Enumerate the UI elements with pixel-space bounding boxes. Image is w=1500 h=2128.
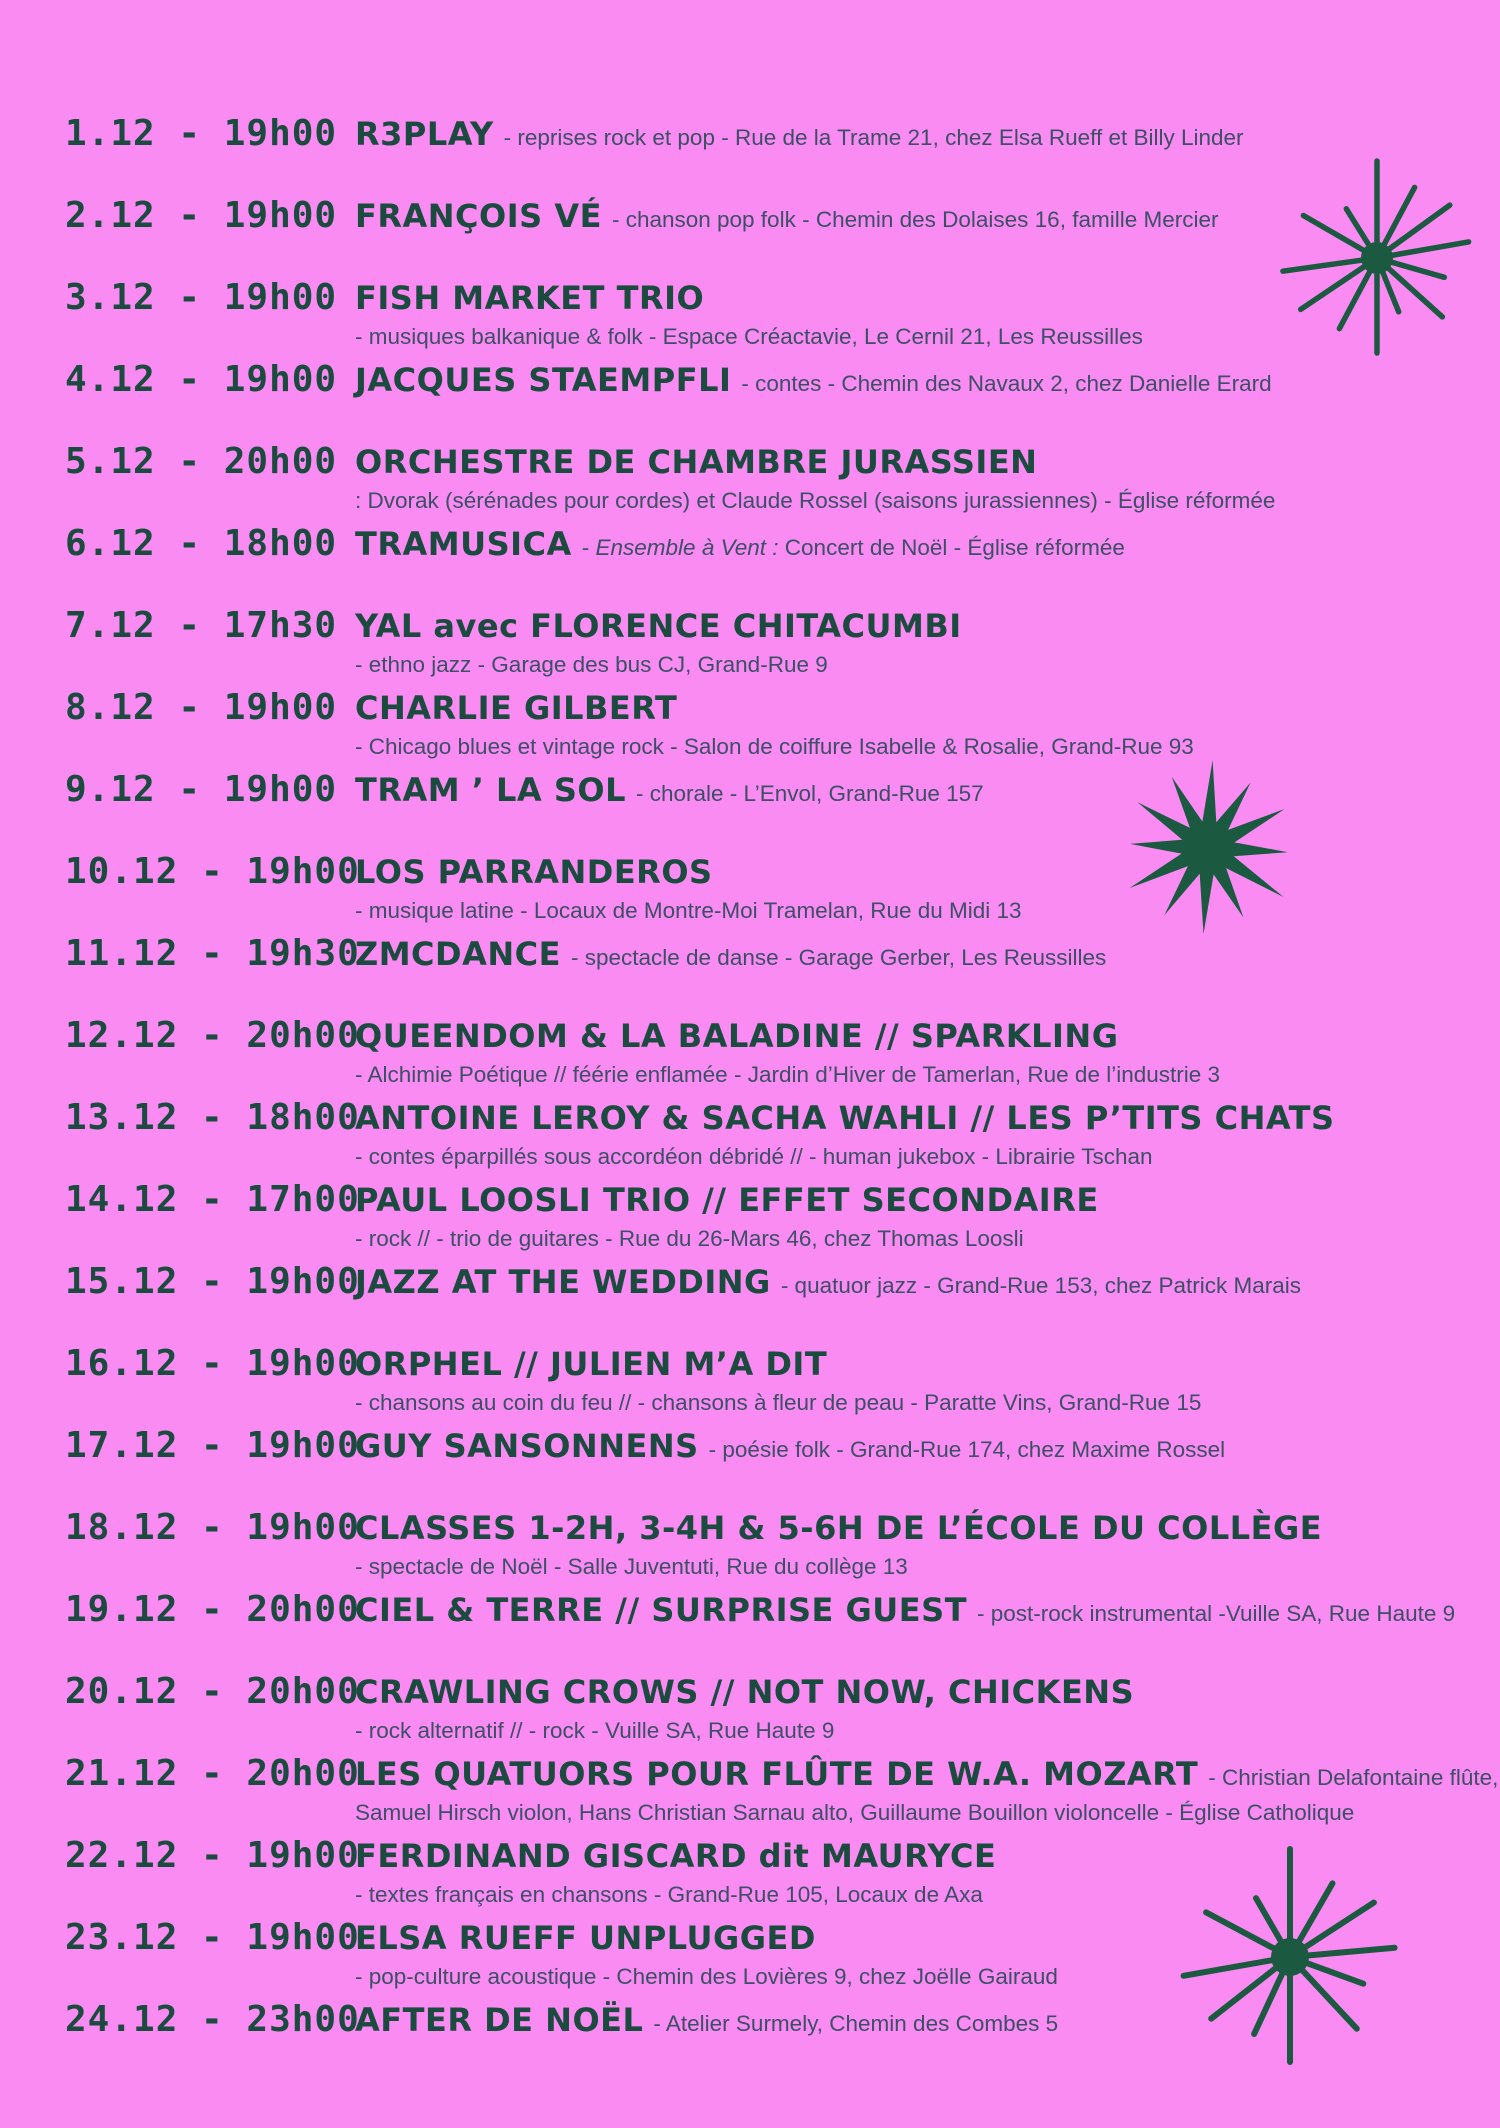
event-title: JACQUES STAEMPFLI — [355, 361, 732, 399]
event-date: 14.12 - 17h00 — [65, 1179, 360, 1220]
line-sparkle-star-icon — [1277, 158, 1477, 358]
event-date: 8.12 - 19h00 — [65, 687, 338, 728]
event-title: CLASSES 1-2H, 3-4H & 5-6H DE L’ÉCOLE DU COLLÈGE — [355, 1509, 1323, 1547]
event-description-line: - pop-culture acoustique - Chemin des Lovières 9, chez Joëlle Gairaud — [355, 1964, 1058, 1989]
event-title: LOS PARRANDEROS — [355, 853, 713, 891]
event-content — [355, 686, 1480, 762]
event-date: 5.12 - 20h00 — [65, 441, 338, 482]
event-title: FERDINAND GISCARD dit MAURYCE — [355, 1837, 997, 1875]
event-title-line — [355, 1178, 1480, 1222]
event-content — [355, 1014, 1480, 1090]
event-content — [355, 768, 1480, 812]
event-content — [355, 604, 1480, 680]
solid-burst-star-icon — [1113, 753, 1303, 943]
event-title: JAZZ AT THE WEDDING — [355, 1263, 771, 1301]
event-title-line — [355, 522, 1480, 566]
event-description-line: - musiques balkanique & folk - Espace Créactavie, Le Cernil 21, Les Reussilles — [355, 324, 1143, 349]
event-content — [355, 522, 1480, 566]
event-description-line: : Dvorak (sérénades pour cordes) et Claude Rossel (saisons jurassiennes) - Église réformée — [355, 488, 1276, 513]
event-description-line: - musique latine - Locaux de Montre-Moi Tramelan, Rue du Midi 13 — [355, 898, 1022, 923]
event-description-inline: - contes - Chemin des Navaux 2, chez Danielle Erard — [741, 371, 1272, 396]
event-title-line — [355, 1014, 1480, 1058]
event-date: 11.12 - 19h30 — [65, 933, 360, 974]
event-content — [355, 932, 1480, 976]
event-description-inline: - chorale - L’Envol, Grand-Rue 157 — [635, 781, 984, 806]
event-title: TRAM ’ LA SOL — [355, 771, 626, 809]
event-title-line — [355, 1260, 1480, 1304]
event-title: CRAWLING CROWS // NOT NOW, CHICKENS — [355, 1673, 1135, 1711]
event-date: 23.12 - 19h00 — [65, 1917, 360, 1958]
event-description-line: - ethno jazz - Garage des bus CJ, Grand-Rue 9 — [355, 652, 828, 677]
event-date: 4.12 - 19h00 — [65, 359, 338, 400]
event-date: 21.12 - 20h00 — [65, 1753, 360, 1794]
event-content — [355, 1506, 1480, 1582]
event-description-line: - contes éparpillés sous accordéon débridé // - human jukebox - Librairie Tschan — [355, 1144, 1153, 1169]
event-title: ZMCDANCE — [355, 935, 561, 973]
event-date: 13.12 - 18h00 — [65, 1097, 360, 1138]
event-title: YAL avec FLORENCE CHITACUMBI — [355, 607, 962, 645]
event-date: 24.12 - 23h00 — [65, 1999, 360, 2040]
event-content — [355, 1342, 1480, 1418]
event-title: R3PLAY — [355, 115, 494, 153]
event-title-line — [355, 358, 1480, 402]
event-date: 18.12 - 19h00 — [65, 1507, 360, 1548]
event-title: FRANÇOIS VÉ — [355, 197, 602, 235]
event-content — [355, 1260, 1480, 1304]
event-title-line — [355, 1752, 1499, 1796]
event-description-line: - chansons au coin du feu // - chansons à fleur de peau - Paratte Vins, Grand-Rue 15 — [355, 1390, 1202, 1415]
event-title-line — [355, 932, 1480, 976]
event-content — [355, 850, 1480, 926]
event-title: AFTER DE NOËL — [355, 2001, 644, 2039]
event-title-line — [355, 686, 1480, 730]
event-description-inline: - poésie folk - Grand-Rue 174, chez Maxime Rossel — [708, 1437, 1226, 1462]
event-title-line — [355, 1588, 1480, 1632]
event-title-line — [355, 1424, 1480, 1468]
event-title: QUEENDOM & LA BALADINE // SPARKLING — [355, 1017, 1119, 1055]
event-content — [355, 358, 1480, 402]
event-title: TRAMUSICA — [355, 525, 572, 563]
line-sparkle-star-icon — [1178, 1845, 1402, 2069]
event-title: GUY SANSONNENS — [355, 1427, 699, 1465]
event-date: 12.12 - 20h00 — [65, 1015, 360, 1056]
event-content — [355, 1178, 1480, 1254]
event-title: ORPHEL // JULIEN M’A DIT — [355, 1345, 828, 1383]
event-description-inline: - chanson pop folk - Chemin des Dolaises 16, famille Mercier — [611, 207, 1219, 232]
event-date: 7.12 - 17h30 — [65, 605, 338, 646]
event-date: 6.12 - 18h00 — [65, 523, 338, 564]
event-date: 2.12 - 19h00 — [65, 195, 338, 236]
event-title: CHARLIE GILBERT — [355, 689, 678, 727]
event-title: ORCHESTRE DE CHAMBRE JURASSIEN — [355, 443, 1038, 481]
event-title-line — [355, 1342, 1480, 1386]
event-description-line: Samuel Hirsch violon, Hans Christian Sarnau alto, Guillaume Bouillon violoncelle - Église Catholique — [355, 1800, 1355, 1825]
event-date: 22.12 - 19h00 — [65, 1835, 360, 1876]
event-date: 15.12 - 19h00 — [65, 1261, 360, 1302]
event-title: PAUL LOOSLI TRIO // EFFET SECONDAIRE — [355, 1181, 1099, 1219]
event-title-line — [355, 768, 1480, 812]
event-date: 9.12 - 19h00 — [65, 769, 338, 810]
event-date: 16.12 - 19h00 — [65, 1343, 360, 1384]
event-description-inline: - quatuor jazz - Grand-Rue 153, chez Patrick Marais — [780, 1273, 1302, 1298]
event-content — [355, 1424, 1480, 1468]
event-description-line: - Alchimie Poétique // féérie enflamée - Jardin d’Hiver de Tamerlan, Rue de l’industrie 3 — [355, 1062, 1221, 1087]
event-content — [355, 1096, 1480, 1172]
event-title-line — [355, 440, 1480, 484]
event-title-line — [355, 850, 1480, 894]
event-description-inline: - post-rock instrumental -Vuille SA, Rue Haute 9 — [977, 1601, 1456, 1626]
event-description-inline: - Ensemble à Vent : Concert de Noël - Église réformée — [581, 535, 1125, 560]
event-title-line — [355, 112, 1480, 156]
event-date: 10.12 - 19h00 — [65, 851, 360, 892]
event-description-inline: - reprises rock et pop - Rue de la Trame 21, chez Elsa Rueff et Billy Linder — [503, 125, 1244, 150]
event-content — [355, 1752, 1499, 1828]
event-content — [355, 1670, 1480, 1746]
event-title: ANTOINE LEROY & SACHA WAHLI // LES P’TITS CHATS — [355, 1099, 1335, 1137]
event-date: 3.12 - 19h00 — [65, 277, 338, 318]
event-date: 20.12 - 20h00 — [65, 1671, 360, 1712]
event-date: 17.12 - 19h00 — [65, 1425, 360, 1466]
event-description-inline: - Atelier Surmely, Chemin des Combes 5 — [653, 2011, 1059, 2036]
event-description-inline: - spectacle de danse - Garage Gerber, Les Reussilles — [570, 945, 1107, 970]
event-date: 19.12 - 20h00 — [65, 1589, 360, 1630]
event-description-line: - Chicago blues et vintage rock - Salon de coiffure Isabelle & Rosalie, Grand-Rue 93 — [355, 734, 1194, 759]
event-description-line: - spectacle de Noël - Salle Juventuti, Rue du collège 13 — [355, 1554, 908, 1579]
event-date: 1.12 - 19h00 — [65, 113, 338, 154]
event-description-inline: - Christian Delafontaine flûte, — [1208, 1765, 1499, 1790]
event-description-line: - rock // - trio de guitares - Rue du 26-Mars 46, chez Thomas Loosli — [355, 1226, 1024, 1251]
event-title: ELSA RUEFF UNPLUGGED — [355, 1919, 816, 1957]
event-title-line — [355, 1670, 1480, 1714]
event-content — [355, 440, 1480, 516]
event-title-line — [355, 1096, 1480, 1140]
event-title-line — [355, 1506, 1480, 1550]
event-title: CIEL & TERRE // SURPRISE GUEST — [355, 1591, 968, 1629]
event-content — [355, 1588, 1480, 1632]
event-title-line — [355, 604, 1480, 648]
event-title: LES QUATUORS POUR FLÛTE DE W.A. MOZART — [355, 1755, 1199, 1793]
event-description-line: - rock alternatif // - rock - Vuille SA, Rue Haute 9 — [355, 1718, 835, 1743]
event-title: FISH MARKET TRIO — [355, 279, 705, 317]
event-description-line: - textes français en chansons - Grand-Rue 105, Locaux de Axa — [355, 1882, 983, 1907]
event-content — [355, 112, 1480, 156]
